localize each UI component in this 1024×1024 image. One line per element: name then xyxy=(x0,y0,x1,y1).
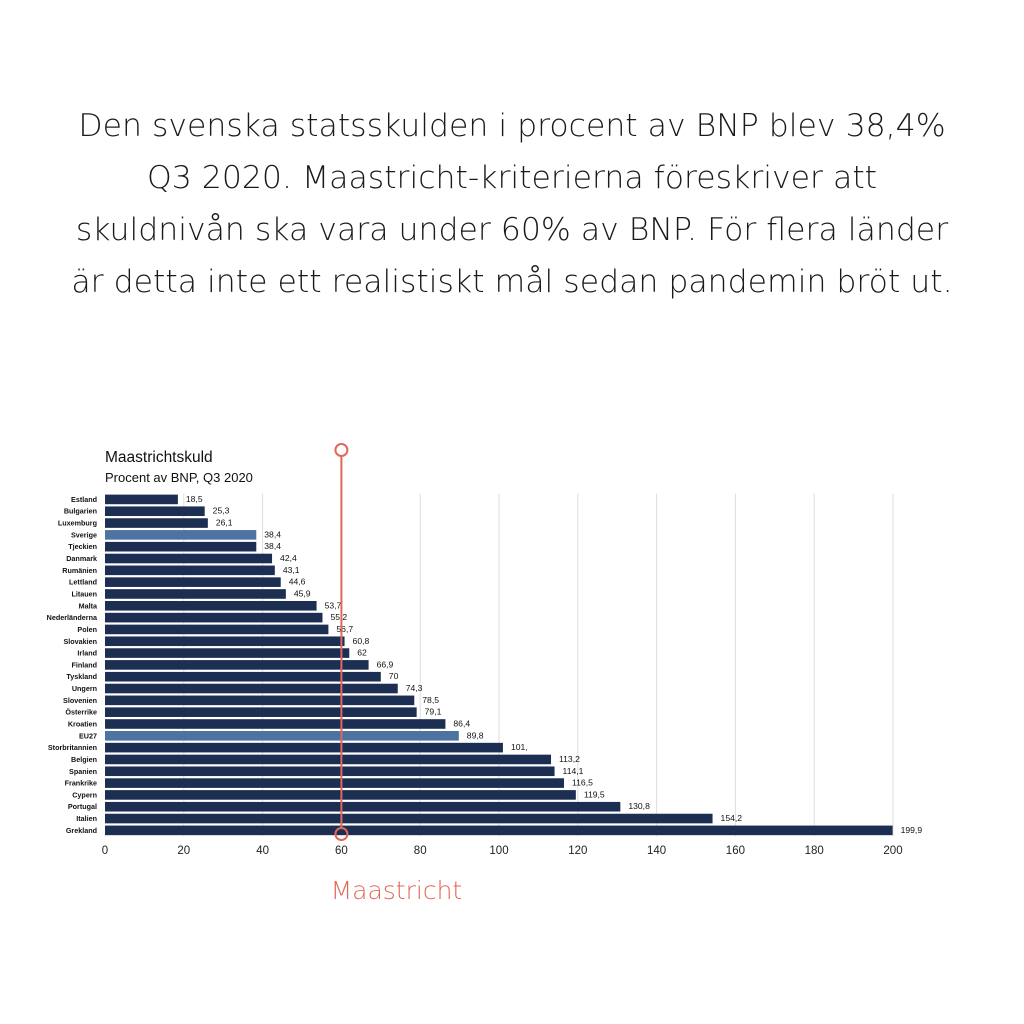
category-label: Luxemburg xyxy=(57,518,97,528)
x-tick-label: 0 xyxy=(101,845,109,857)
x-tick-label: 200 xyxy=(883,845,903,857)
category-label: Ungern xyxy=(71,684,97,694)
value-label: 60,8 xyxy=(352,635,370,646)
value-label: 114,1 xyxy=(562,765,584,776)
value-label: 45,9 xyxy=(293,588,311,599)
bar xyxy=(105,648,349,658)
value-label: 86,4 xyxy=(453,718,471,729)
value-label: 101, xyxy=(510,742,528,753)
category-label: Belgien xyxy=(71,754,97,764)
category-label: Slovakien xyxy=(63,636,97,646)
x-axis-ticks xyxy=(102,845,903,857)
category-label: Irland xyxy=(77,648,97,658)
bar xyxy=(105,589,286,599)
value-label: 43,1 xyxy=(282,564,300,575)
x-tick-label: 180 xyxy=(804,845,824,857)
category-label: Rumänien xyxy=(62,565,97,575)
value-label: 130,8 xyxy=(628,801,650,812)
value-label: 26,1 xyxy=(215,517,233,528)
bar xyxy=(105,826,893,836)
value-label: 154,2 xyxy=(720,813,743,824)
value-label: 113,2 xyxy=(559,753,580,764)
value-label: 44,6 xyxy=(288,576,306,587)
category-label: Estland xyxy=(71,494,97,504)
bar xyxy=(105,719,445,729)
value-label: 62 xyxy=(357,647,367,658)
x-tick-label: 120 xyxy=(568,845,588,857)
category-label: Sverige xyxy=(71,530,97,540)
value-label: 119,5 xyxy=(583,789,605,800)
x-tick-label: 60 xyxy=(335,845,348,857)
bar xyxy=(105,766,555,776)
value-label: 89,8 xyxy=(466,730,484,741)
category-label: Malta xyxy=(78,601,97,611)
bar xyxy=(105,495,178,505)
bar xyxy=(105,731,459,741)
value-label: 116,5 xyxy=(572,777,593,788)
x-tick-label: 80 xyxy=(413,845,427,857)
x-tick-label: 40 xyxy=(256,845,269,857)
bar xyxy=(105,566,275,576)
value-label: 70 xyxy=(388,671,399,682)
bar xyxy=(105,814,713,824)
value-label: 56,7 xyxy=(336,623,354,634)
category-label: EU27 xyxy=(79,731,97,741)
category-label: Finland xyxy=(71,660,97,670)
category-label: Grekland xyxy=(65,825,97,835)
value-label: 199,9 xyxy=(900,824,923,835)
headline-text: Den svenska statsskulden i procent av BNP blev 38,4% Q3 2020. Maastricht-kriterierna föreskriver att skuldnivån ska vara under 60% av BNP. För flera länder är detta inte ett realistiskt mål sedan pandemin bröt ut. xyxy=(71,108,953,300)
category-label: Cypern xyxy=(72,790,97,800)
bar xyxy=(105,636,345,646)
value-label: 38,4 xyxy=(264,541,282,552)
bar xyxy=(105,542,256,552)
value-label: 25,3 xyxy=(212,505,230,516)
category-label: Portugal xyxy=(67,802,97,812)
bar xyxy=(105,518,208,528)
category-label: Polen xyxy=(77,624,97,634)
category-label: Danmark xyxy=(66,554,97,564)
bar xyxy=(105,696,414,706)
value-label: 18,5 xyxy=(185,493,203,504)
bar xyxy=(105,802,620,812)
value-label: 78,5 xyxy=(422,694,440,705)
value-label: 74,3 xyxy=(405,683,423,694)
reference-line-top-marker xyxy=(335,444,347,456)
reference-line-label: Maastricht xyxy=(330,876,463,905)
bar xyxy=(105,743,503,753)
category-label: Österrike xyxy=(65,707,97,717)
chart-subtitle: Procent av BNP, Q3 2020 xyxy=(105,470,253,485)
value-label: 55,2 xyxy=(330,612,348,623)
x-tick-label: 20 xyxy=(177,845,191,857)
bar xyxy=(105,755,551,765)
x-tick-label: 140 xyxy=(647,845,667,857)
bar xyxy=(105,625,328,635)
value-label: 66,9 xyxy=(376,659,394,670)
bar xyxy=(105,530,256,540)
bar xyxy=(105,707,417,717)
category-label: Tyskland xyxy=(66,672,97,682)
x-tick-label: 100 xyxy=(489,845,509,857)
bar xyxy=(105,613,322,623)
category-labels xyxy=(47,495,98,835)
value-label: 38,4 xyxy=(264,529,282,540)
category-label: Lettland xyxy=(69,577,97,587)
category-label: Storbritannien xyxy=(47,743,97,753)
category-label: Italien xyxy=(76,814,97,824)
bar xyxy=(105,577,281,587)
bar xyxy=(105,778,564,788)
value-label: 79,1 xyxy=(424,706,442,717)
category-label: Kroatien xyxy=(67,719,97,729)
category-label: Bulgarien xyxy=(63,506,97,516)
bar xyxy=(105,506,205,516)
category-label: Spanien xyxy=(69,766,97,776)
value-label: 42,4 xyxy=(280,553,297,564)
category-label: Nederländerna xyxy=(46,613,97,623)
bar xyxy=(105,672,381,682)
bar xyxy=(105,554,272,564)
bar xyxy=(105,684,398,694)
x-tick-label: 160 xyxy=(725,845,745,857)
category-label: Slovenien xyxy=(63,695,97,705)
bar xyxy=(105,660,369,670)
category-label: Frankrike xyxy=(64,778,97,788)
category-label: Tjeckien xyxy=(68,542,97,552)
bar xyxy=(105,601,317,611)
chart-title: Maastrichtskuld xyxy=(105,449,213,466)
category-label: Litauen xyxy=(71,589,97,599)
value-label: 53,7 xyxy=(324,600,342,611)
